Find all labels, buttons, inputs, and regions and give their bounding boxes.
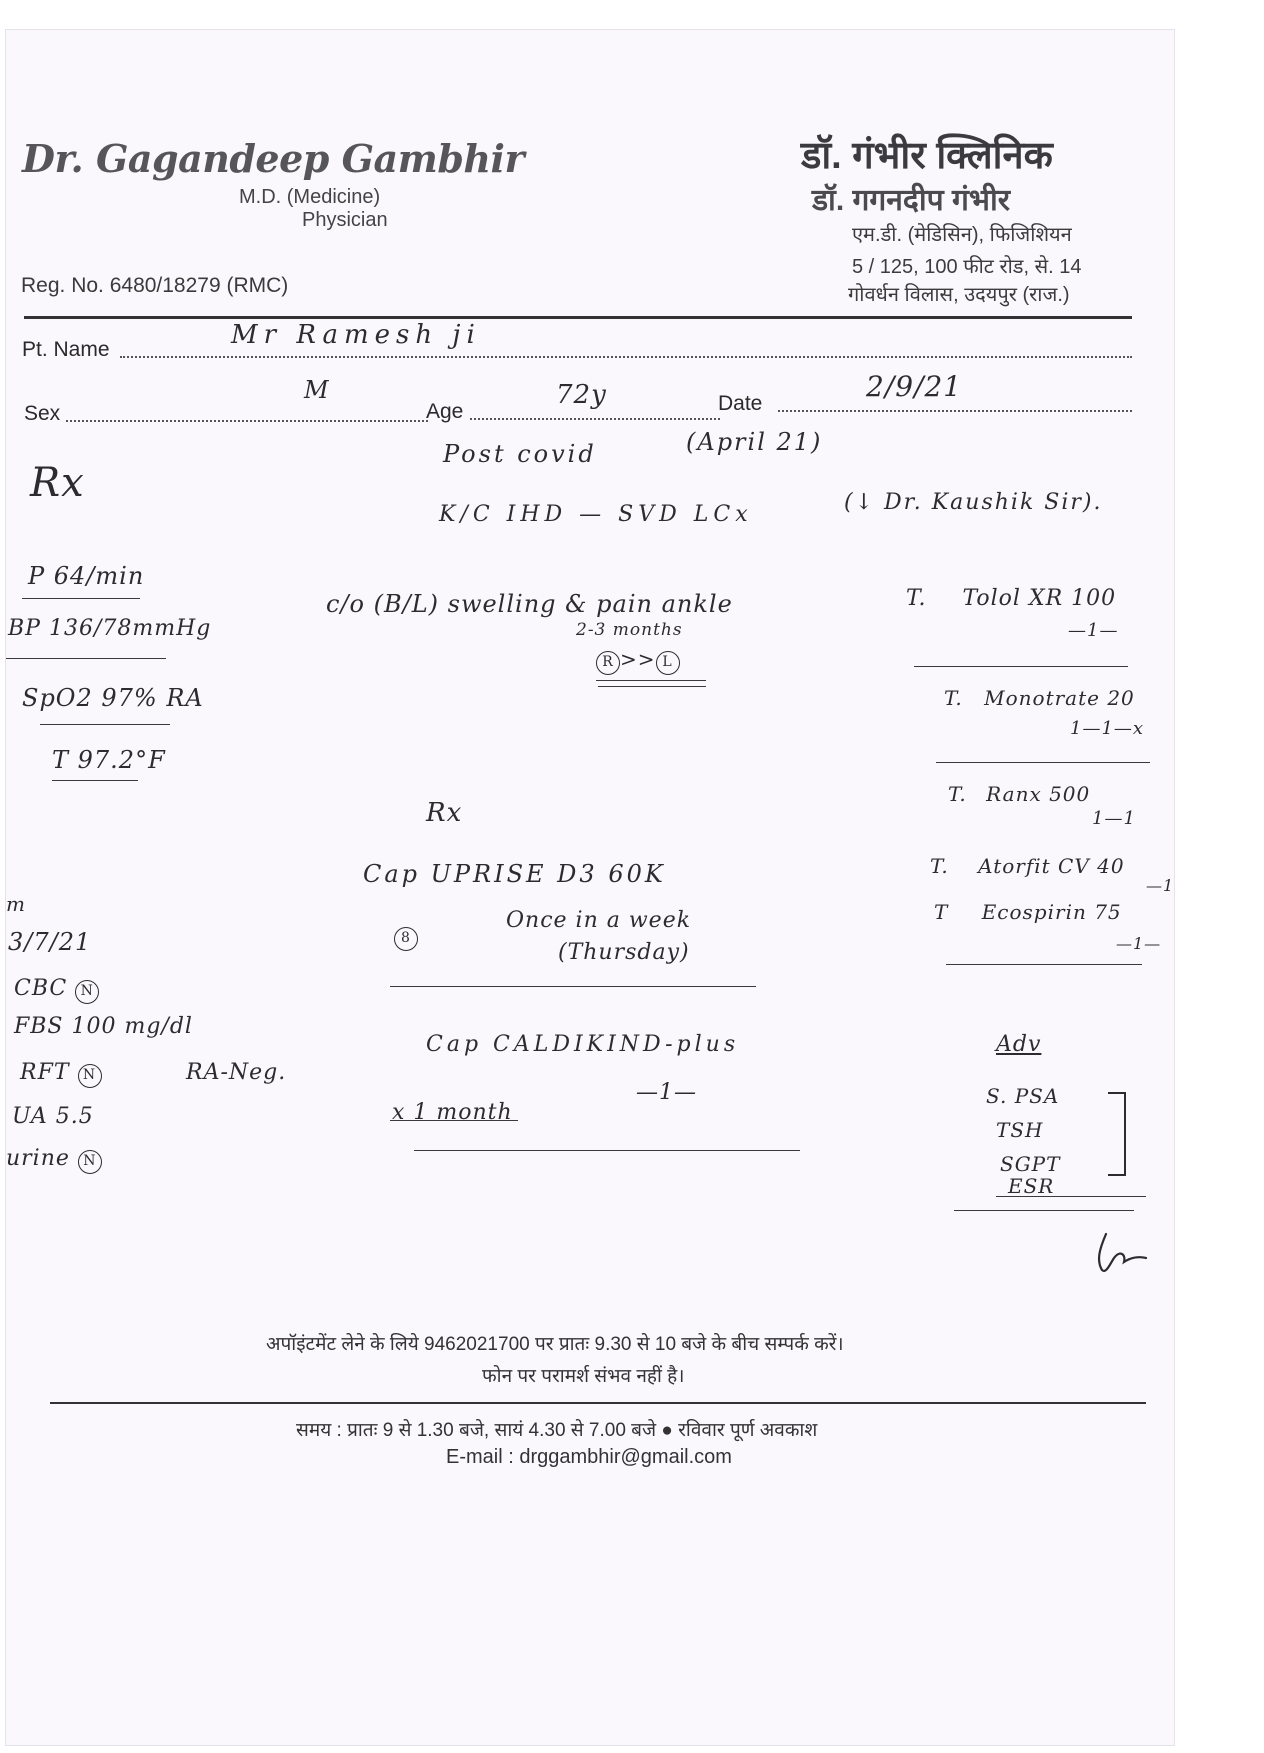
rx-uprise-note: (Thursday) [558, 940, 690, 965]
lab-rft-label: RFT [20, 1060, 70, 1085]
sex-value: M [304, 376, 330, 404]
lab-urine [6, 1146, 102, 1174]
tablet-2-prefix: T. [944, 686, 963, 710]
tablet-3-prefix: T. [948, 782, 967, 806]
tablet-2-name: Monotrate 20 [984, 686, 1135, 710]
tablet-1 [906, 586, 1116, 611]
normal-mark-circle: N [75, 980, 99, 1004]
lab-ua: UA 5.5 [12, 1104, 94, 1129]
date-dots [778, 410, 1132, 412]
normal-mark-circle: N [78, 1064, 102, 1088]
advice-esr: ESR [1008, 1174, 1055, 1198]
history-referral: (↓ Dr. Kaushik Sir). [844, 490, 1103, 515]
reg-number: Reg. No. 6480/18279 (RMC) [21, 274, 289, 297]
rx-caldikind-name: Cap CALDIKIND-plus [426, 1032, 740, 1057]
patient-name-label: Pt. Name [22, 338, 110, 361]
rx2-symbol: Rx [426, 798, 463, 828]
doctor-name-en: Dr. Gagandeep Gambhir [22, 136, 524, 181]
header-divider [24, 316, 1132, 319]
vital-divider-4 [52, 780, 138, 781]
advice-header: Adv [996, 1032, 1042, 1057]
right-side-circle: R [596, 651, 620, 675]
rx-caldikind-duration: x 1 month [392, 1100, 513, 1125]
greater-than-mark: >> [620, 647, 656, 671]
doctor-signature [1092, 1230, 1152, 1276]
tablet-1-prefix: T. [906, 586, 927, 611]
lab-fbs: FBS 100 mg/dl [14, 1014, 193, 1039]
tablet-4 [930, 854, 1125, 878]
doctor-name-hi: डॉ. गगनदीप गंभीर [812, 184, 1011, 217]
footer-divider [50, 1402, 1146, 1404]
rx-uprise-count [394, 920, 418, 951]
history-post-covid-date: (April 21) [686, 428, 823, 456]
tablet-5-divider [946, 964, 1142, 965]
lab-cbc [14, 976, 99, 1004]
date-value: 2/9/21 [866, 370, 963, 403]
qualification-en: M.D. (Medicine) [239, 186, 381, 208]
advice-bracket [1108, 1092, 1126, 1176]
tablet-5-dose: —1— [1116, 934, 1162, 953]
tablet-1-divider [914, 666, 1128, 667]
tablet-2 [944, 686, 1135, 710]
tablet-5-prefix: T [934, 900, 949, 924]
tablet-1-dose: —1— [1068, 620, 1119, 641]
sex-label: Sex [24, 402, 61, 425]
footer-timing: समय : प्रातः 9 से 1.30 बजे, सायं 4.30 से 7.00 बजे ● रविवार पूर्ण अवकाश [296, 1420, 818, 1441]
address-line1-hi: 5 / 125, 100 फीट रोड, से. 14 [852, 256, 1082, 278]
tablet-5-name: Ecospirin 75 [981, 900, 1122, 924]
advice-sgpt: SGPT [1000, 1152, 1061, 1176]
tablet-1-name: Tolol XR 100 [962, 586, 1117, 611]
sex-dots [66, 420, 428, 422]
tablet-2-dose: 1—1—x [1070, 718, 1145, 739]
history-post-covid: Post covid [443, 440, 597, 468]
rx-uprise-name: Cap UPRISE D3 60K [363, 860, 666, 888]
vital-divider-3 [40, 724, 170, 725]
lab-rft [20, 1060, 102, 1088]
footer-email: E-mail : drggambhir@gmail.com [446, 1446, 732, 1468]
vital-divider-1 [22, 598, 140, 599]
tablet-4-dose: —1 [1146, 876, 1175, 895]
rx-caldikind-underline [390, 1120, 518, 1121]
footer-phone-note: फोन पर परामर्श संभव नहीं है। [482, 1366, 685, 1387]
complaint-side [596, 647, 680, 675]
lab-ra: RA-Neg. [186, 1060, 287, 1085]
clinic-name-hi: डॉ. गंभीर क्लिनिक [801, 135, 1053, 177]
rx-caldikind-dose: —1— [636, 1080, 697, 1105]
complaint-duration: 2-3 months [576, 620, 683, 640]
tablet-4-name: Atorfit CV 40 [978, 854, 1125, 878]
lab-urine-label: urine [6, 1146, 70, 1171]
vital-pulse: P 64/min [28, 562, 145, 590]
rx-symbol: Rx [30, 460, 85, 506]
tablet-2-divider [936, 762, 1150, 763]
history-ihd: K/C IHD — SVD LCx [439, 502, 753, 527]
vital-spo2: SpO2 97% RA [22, 684, 204, 712]
vital-temp: T 97.2°F [52, 746, 166, 774]
footer-appointment: अपॉइंटमेंट लेने के लिये 9462021700 पर प्रातः 9.30 से 10 बजे के बीच सम्पर्क करें। [266, 1334, 844, 1355]
advice-divider-2 [954, 1210, 1134, 1211]
rx-uprise-divider [390, 986, 756, 987]
advice-tsh: TSH [996, 1118, 1044, 1142]
rx-uprise-dose: Once in a week [506, 908, 692, 933]
lab-cbc-label: CBC [14, 976, 68, 1001]
count-circle: 8 [394, 927, 418, 951]
normal-mark-circle: N [78, 1150, 102, 1174]
lab-date: 3/7/21 [8, 928, 92, 956]
complaint-swelling: c/o (B/L) swelling & pain ankle [326, 590, 733, 618]
advice-psa: S. PSA [986, 1084, 1060, 1108]
vital-bp: BP 136/78mmHg [8, 616, 212, 641]
age-label: Age [426, 400, 464, 423]
title-en: Physician [302, 209, 388, 231]
complaint-underline-2 [598, 686, 706, 687]
tablet-3-name: Ranx 500 [986, 782, 1091, 806]
prescription-sheet [6, 30, 1174, 1745]
patient-name-value: Mr Ramesh ji [231, 320, 481, 350]
qualification-hi: एम.डी. (मेडिसिन), फिजिशियन [852, 224, 1072, 246]
address-line2-hi: गोवर्धन विलास, उदयपुर (राज.) [848, 284, 1070, 306]
patient-name-dots [120, 356, 1132, 358]
advice-divider-1 [996, 1196, 1146, 1197]
age-dots [470, 418, 720, 420]
tablet-3-dose: 1—1 [1092, 808, 1136, 829]
lab-header-mark: m [6, 892, 26, 916]
vital-divider-2 [6, 658, 166, 659]
age-value: 72y [556, 380, 607, 410]
complaint-underline-1 [596, 680, 706, 681]
tablet-3 [948, 782, 1090, 806]
tablet-5 [934, 900, 1122, 924]
rx-caldikind-divider [414, 1150, 800, 1151]
date-label: Date [718, 392, 763, 415]
left-side-circle: L [656, 651, 680, 675]
tablet-4-prefix: T. [930, 854, 949, 878]
